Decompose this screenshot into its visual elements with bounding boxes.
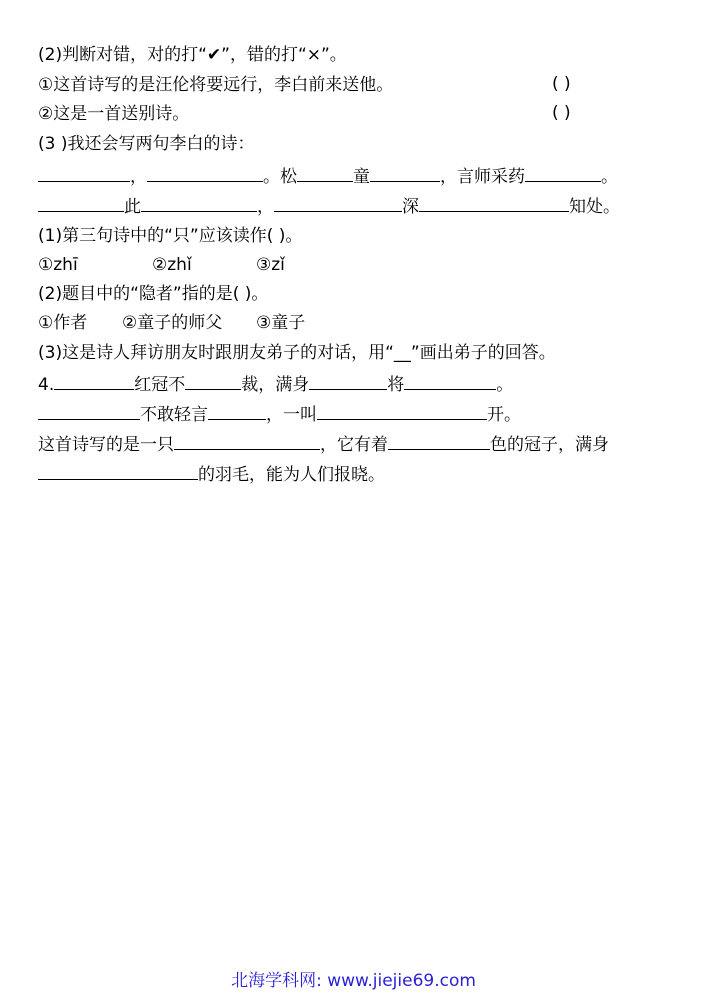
fill-blank[interactable] [174,432,320,450]
fill-blank[interactable] [185,372,241,390]
option-c[interactable]: ③童子 [256,313,306,333]
fill-blank[interactable] [419,194,569,212]
fill-blank[interactable] [370,164,440,182]
q4-line-2: 不敢轻言 ，一叫 开。 [38,402,521,426]
fill-blank[interactable] [208,402,266,420]
q4-line-4: 的羽毛，能为人们报晓。 [38,462,385,486]
fill-blank[interactable] [525,164,601,182]
option-b[interactable]: ②童子的师父 [122,313,223,333]
poem-line-2: 此 ， 深 知处。 [38,194,620,218]
fill-blank[interactable] [38,402,140,420]
option-b[interactable]: ②zhǐ [152,255,192,275]
fill-blank[interactable] [141,194,257,212]
q4-line-1: 4. 红冠不 裁，满身 将 。 [38,372,513,396]
fill-blank[interactable] [274,194,402,212]
q2-item2: ②这是一首送别诗。 [38,104,190,124]
sub1-options [38,254,285,276]
q4-line-3: 这首诗写的是一只 ，它有着 色的冠子，满身 [38,432,609,456]
answer-paren-1[interactable]: ( ) [552,74,571,94]
fill-blank[interactable] [309,372,387,390]
fill-blank[interactable] [317,402,487,420]
option-c[interactable]: ③zǐ [256,255,285,275]
fill-blank[interactable] [147,164,263,182]
answer-paren-2[interactable]: ( ) [552,103,571,123]
sub2-title: (2)题目中的“隐者”指的是( )。 [38,284,269,304]
fill-blank[interactable] [404,372,496,390]
sub1-title: (1)第三句诗中的“只”应该读作( )。 [38,226,303,246]
fill-blank[interactable] [38,164,130,182]
fill-blank[interactable] [54,372,134,390]
sub3-title: (3)这是诗人拜访朋友时跟朋友弟子的对话，用“__”画出弟子的回答。 [38,343,556,363]
option-a[interactable]: ①zhī [38,255,78,275]
footer-watermark: 北海学科网: www.jiejie69.com [231,971,476,991]
option-a[interactable]: ①作者 [38,313,88,333]
fill-blank[interactable] [388,432,490,450]
poem-line-1: ， 。松 童 ，言师采药 。 [38,164,618,188]
fill-blank[interactable] [38,194,124,212]
q2-item1: ①这首诗写的是汪伦将要远行，李白前来送他。 [38,75,394,95]
fill-blank[interactable] [297,164,353,182]
fill-blank[interactable] [38,462,198,480]
q3-title: (3 )我还会写两句李白的诗： [38,134,255,154]
q2-title: (2)判断对错，对的打“✔”，错的打“×”。 [38,45,347,65]
sub2-options [38,312,305,334]
